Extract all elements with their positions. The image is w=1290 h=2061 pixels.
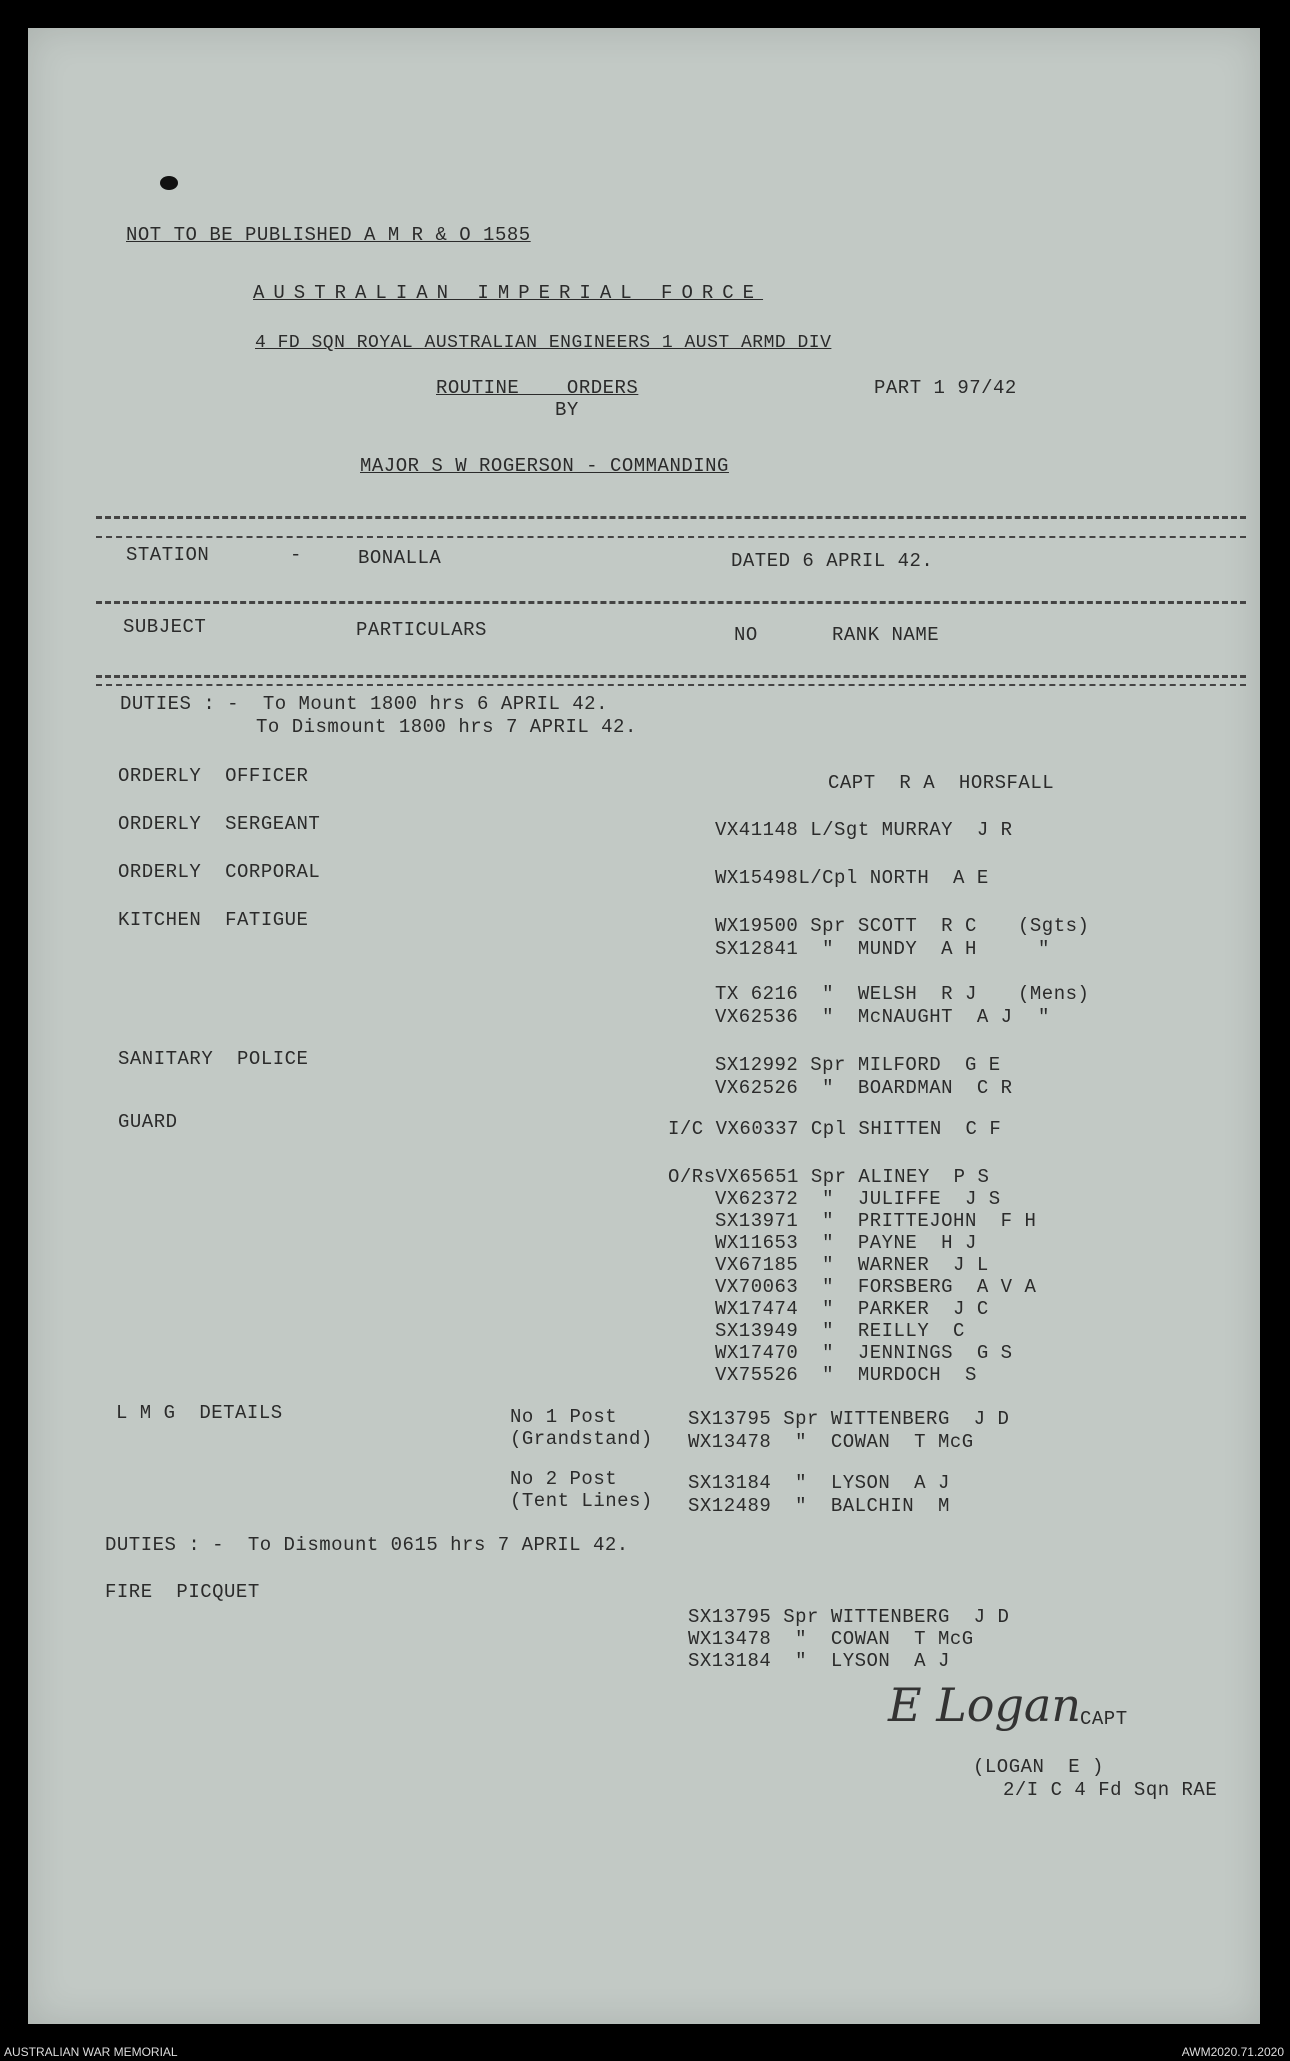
list-item: WX13478 " COWAN T McG <box>688 1431 974 1453</box>
document-page <box>28 28 1260 2024</box>
duties-dismount: To Dismount 1800 hrs 7 APRIL 42. <box>256 716 637 738</box>
not-to-be-published: NOT TO BE PUBLISHED A M R & O 1585 <box>126 224 531 246</box>
post-2: No 2 Post <box>510 1468 618 1490</box>
list-item: O/RsVX65651 Spr ALINEY P S <box>668 1166 990 1188</box>
rule-mid <box>96 601 1246 604</box>
list-item: WX13478 " COWAN T McG <box>688 1628 974 1650</box>
signature: E Logan <box>888 1678 1081 1732</box>
rule-bottom-2 <box>96 684 1246 686</box>
no-label: NO <box>734 624 758 646</box>
station-label: STATION <box>126 544 210 566</box>
list-item: SX13184 " LYSON A J <box>688 1472 950 1494</box>
fire-picquet-label: FIRE PICQUET <box>105 1581 260 1603</box>
kitchen-note: (Mens) <box>1018 983 1090 1005</box>
orderly-sergeant-label: ORDERLY SERGEANT <box>118 813 321 835</box>
station-value: BONALLA <box>358 547 442 569</box>
routine-orders: ROUTINE ORDERS <box>436 377 639 399</box>
guard-ic: I/C VX60337 Cpl SHITTEN C F <box>668 1118 1002 1140</box>
list-item: SX12841 " MUNDY A H <box>715 938 977 960</box>
by-label: BY <box>555 399 579 421</box>
duties-mount: DUTIES : - To Mount 1800 hrs 6 APRIL 42. <box>120 693 608 715</box>
list-item: SX13971 " PRITTEJOHN F H <box>715 1210 1037 1232</box>
rule-top-2 <box>96 536 1246 538</box>
sanitary-police-label: SANITARY POLICE <box>118 1048 309 1070</box>
list-item: SX13795 Spr WITTENBERG J D <box>688 1606 1010 1628</box>
footer-source: AUSTRALIAN WAR MEMORIAL <box>4 2045 178 2059</box>
orderly-officer-label: ORDERLY OFFICER <box>118 765 309 787</box>
signature-rank: CAPT <box>1080 1708 1128 1730</box>
kitchen-fatigue-label: KITCHEN FATIGUE <box>118 909 309 931</box>
list-item: TX 6216 " WELSH R J <box>715 983 977 1005</box>
commanding-officer: MAJOR S W ROGERSON - COMMANDING <box>360 455 729 477</box>
list-item: WX11653 " PAYNE H J <box>715 1232 977 1254</box>
post-1-location: (Grandstand) <box>510 1428 653 1450</box>
dated: DATED 6 APRIL 42. <box>731 550 934 572</box>
kitchen-note: (Sgts) <box>1018 915 1090 937</box>
signature-title: 2/I C 4 Fd Sqn RAE <box>1003 1779 1218 1801</box>
orderly-officer-value: CAPT R A HORSFALL <box>828 772 1055 794</box>
list-item: VX75526 " MURDOCH S <box>715 1364 977 1386</box>
unit-title: 4 FD SQN ROYAL AUSTRALIAN ENGINEERS 1 AUST ARMD DIV <box>255 333 832 353</box>
lmg-details-label: L M G DETAILS <box>116 1402 283 1424</box>
orderly-corporal-label: ORDERLY CORPORAL <box>118 861 321 883</box>
force-title: AUSTRALIAN IMPERIAL FORCE <box>253 282 764 304</box>
orderly-sergeant-value: VX41148 L/Sgt MURRAY J R <box>715 819 1013 841</box>
particulars-label: PARTICULARS <box>356 619 487 641</box>
list-item: VX62372 " JULIFFE J S <box>715 1188 1001 1210</box>
list-item: SX13795 Spr WITTENBERG J D <box>688 1408 1010 1430</box>
list-item: VX62526 " BOARDMAN C R <box>715 1077 1013 1099</box>
list-item: WX17470 " JENNINGS G S <box>715 1342 1013 1364</box>
list-item: VX62536 " McNAUGHT A J <box>715 1006 1013 1028</box>
part-number: PART 1 97/42 <box>874 377 1017 399</box>
subject-label: SUBJECT <box>123 616 207 638</box>
signature-name: (LOGAN E ) <box>973 1756 1104 1778</box>
list-item: SX13949 " REILLY C <box>715 1320 965 1342</box>
post-2-location: (Tent Lines) <box>510 1490 653 1512</box>
orderly-corporal-value: WX15498L/Cpl NORTH A E <box>715 867 989 889</box>
footer-id: AWM2020.71.2020 <box>1181 2045 1284 2059</box>
rule-bottom <box>96 675 1246 678</box>
list-item: VX70063 " FORSBERG A V A <box>715 1276 1037 1298</box>
post-1: No 1 Post <box>510 1406 618 1428</box>
kitchen-note: " <box>1038 938 1050 960</box>
list-item: SX12489 " BALCHIN M <box>688 1495 950 1517</box>
list-item: SX12992 Spr MILFORD G E <box>715 1054 1001 1076</box>
list-item: VX67185 " WARNER J L <box>715 1254 989 1276</box>
list-item: WX17474 " PARKER J C <box>715 1298 989 1320</box>
kitchen-note: " <box>1038 1006 1050 1028</box>
rank-name-label: RANK NAME <box>832 624 940 646</box>
guard-label: GUARD <box>118 1111 178 1133</box>
punch-hole <box>160 176 178 190</box>
list-item: SX13184 " LYSON A J <box>688 1650 950 1672</box>
duties-2: DUTIES : - To Dismount 0615 hrs 7 APRIL 42. <box>105 1534 629 1556</box>
station-dash: - <box>290 544 302 566</box>
rule-top <box>96 516 1246 519</box>
list-item: WX19500 Spr SCOTT R C <box>715 915 977 937</box>
